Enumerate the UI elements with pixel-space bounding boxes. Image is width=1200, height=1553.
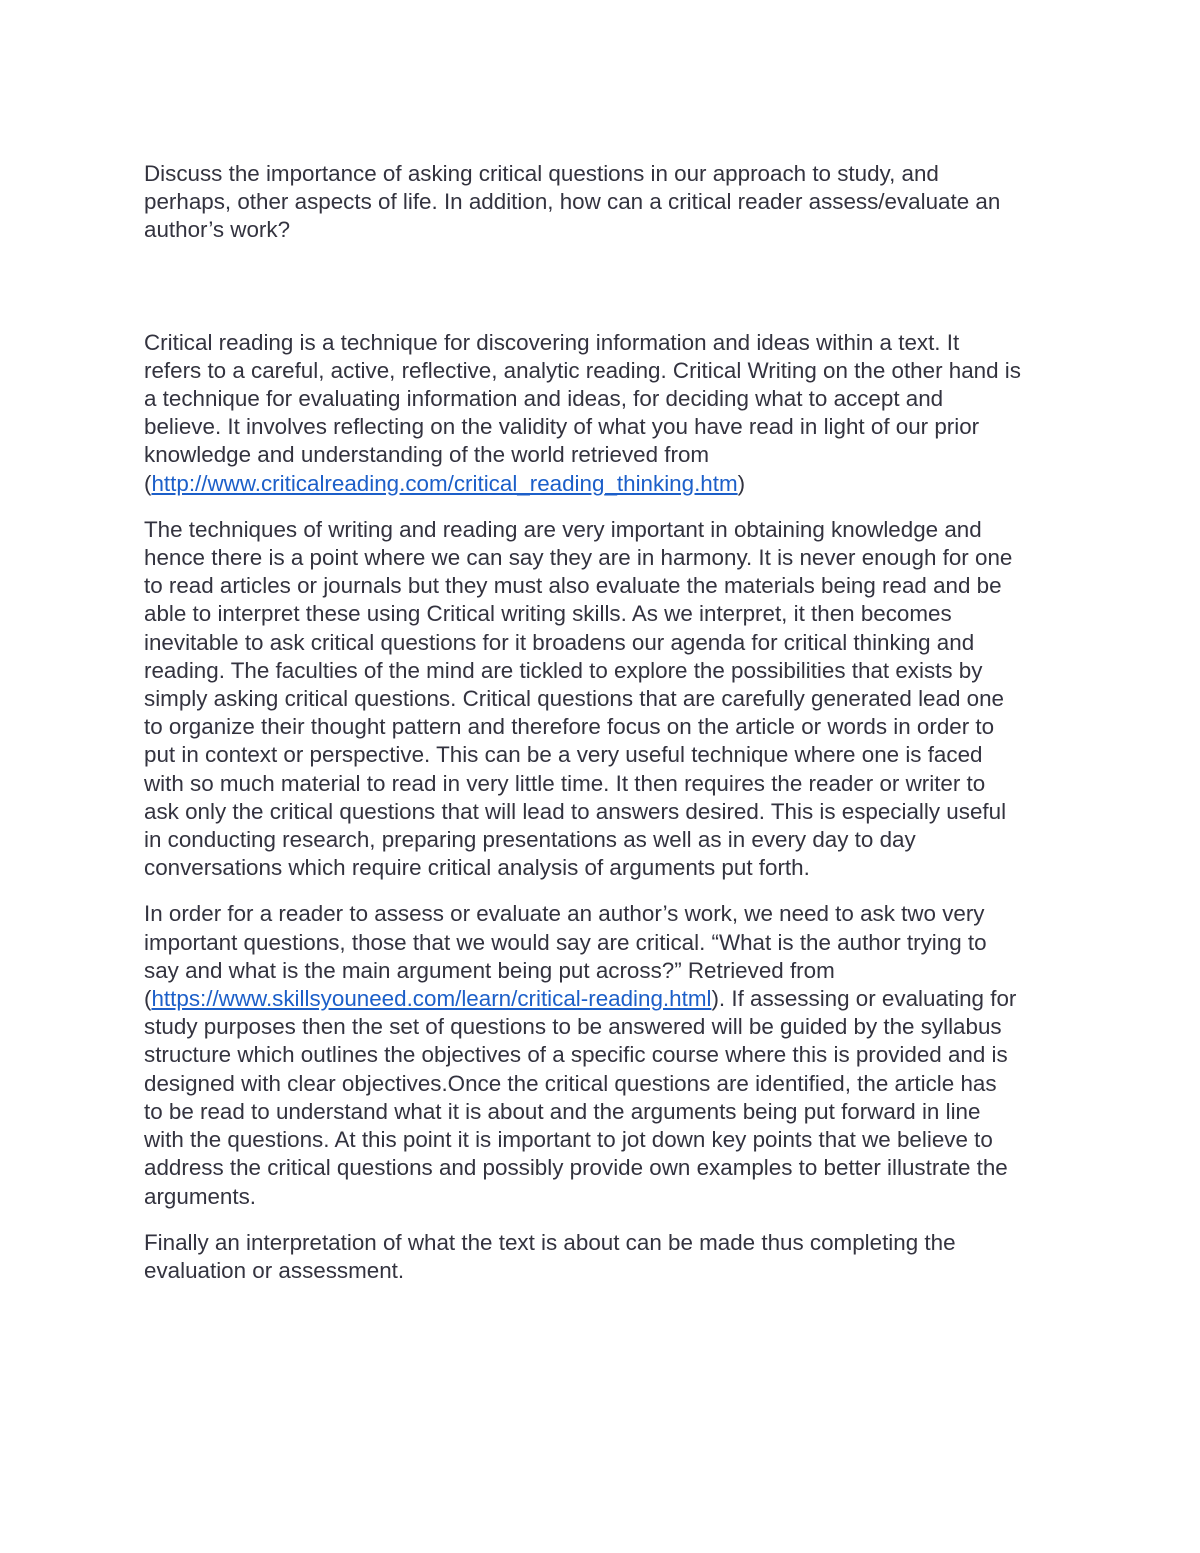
- text-line: Finally an interpretation of what the text is about can be made thus completing the: [144, 1229, 956, 1255]
- text-line: refers to a careful, active, reflective, analytic reading. Critical Writing on the other hand is: [144, 357, 1021, 383]
- text-line: Discuss the importance of asking critical questions in our approach to study, and: [144, 161, 939, 186]
- text-line: simply asking critical questions. Critical questions that are carefully generated lead one: [144, 686, 1004, 712]
- text-line: evaluation or assessment.: [144, 1257, 405, 1283]
- text-line: The techniques of writing and reading are very important in obtaining knowledge and: [144, 516, 982, 542]
- paragraph-conclusion: [144, 1229, 1062, 1285]
- text-line: structure which outlines the objectives of a specific course where this is provided and is: [144, 1042, 1008, 1068]
- text-line: knowledge and understanding of the world retrieved from: [144, 442, 710, 468]
- text-line: with the questions. At this point it is important to jot down key points that we believe to: [144, 1127, 993, 1153]
- text-line: a technique for evaluating information and ideas, for deciding what to accept and: [144, 386, 944, 412]
- text-line: to read articles or journals but they must also evaluate the materials being read and be: [144, 573, 1002, 599]
- text-line: ask only the critical questions that will lead to answers desired. This is especially useful: [144, 798, 1007, 824]
- paragraph-techniques: [144, 516, 1062, 883]
- text-line: conversations which require critical analysis of arguments put forth.: [144, 855, 810, 881]
- paragraph-assess-evaluate: [144, 900, 1062, 1210]
- text-line: say and what is the main argument being put across?” Retrieved from: [144, 957, 835, 983]
- text-line: perhaps, other aspects of life. In addition, how can a critical reader assess/evaluate an: [144, 189, 1001, 215]
- text-line: in conducting research, preparing presentations as well as in every day to day: [144, 827, 916, 853]
- text-line: address the critical questions and possibly provide own examples to better illustrate the: [144, 1155, 1008, 1181]
- text-line: with so much material to read in very little time. It then requires the reader or writer to: [144, 770, 986, 796]
- prompt-paragraph: [144, 160, 1062, 245]
- document-body: [144, 160, 1062, 1303]
- text-line: Critical reading is a technique for discovering information and ideas within a text. It: [144, 329, 960, 355]
- text-after-link: ). If assessing or evaluating for: [711, 986, 1017, 1012]
- blank-space: [144, 245, 1062, 329]
- text-line: to organize their thought pattern and therefore focus on the article or words in order to: [144, 714, 995, 740]
- paren-open: (: [144, 986, 152, 1012]
- paren-open: (: [144, 470, 152, 496]
- text-line: able to interpret these using Critical writing skills. As we interpret, it then becomes: [144, 601, 952, 627]
- text-line: designed with clear objectives.Once the critical questions are identified, the article has: [144, 1070, 997, 1096]
- text-line: important questions, those that we would say are critical. “What is the author trying to: [144, 929, 987, 955]
- text-line: arguments.: [144, 1183, 257, 1209]
- text-line: In order for a reader to assess or evaluate an author’s work, we need to ask two very: [144, 901, 985, 927]
- citation-line: [144, 470, 1062, 498]
- text-line: put in context or perspective. This can be a very useful technique where one is faced: [144, 742, 983, 768]
- paragraph-critical-reading: [144, 329, 1062, 498]
- citation-line: [144, 985, 1062, 1013]
- text-line: believe. It involves reflecting on the validity of what you have read in light of our prior: [144, 414, 980, 440]
- reference-link-skillsyouneed[interactable]: https://www.skillsyouneed.com/learn/critical-reading.html: [151, 986, 712, 1012]
- paren-close: ): [737, 470, 746, 496]
- text-line: hence there is a point where we can say they are in harmony. It is never enough for one: [144, 545, 1013, 571]
- text-line: author’s work?: [144, 217, 291, 243]
- text-line: reading. The faculties of the mind are tickled to explore the possibilities that exists by: [144, 657, 983, 683]
- text-line: inevitable to ask critical questions for it broadens our agenda for critical thinking and: [144, 629, 975, 655]
- reference-link-criticalreading[interactable]: http://www.criticalreading.com/critical_reading_thinking.htm: [151, 470, 738, 496]
- text-line: study purposes then the set of questions to be answered will be guided by the syllabus: [144, 1014, 1002, 1040]
- text-line: to be read to understand what it is about and the arguments being put forward in line: [144, 1098, 981, 1124]
